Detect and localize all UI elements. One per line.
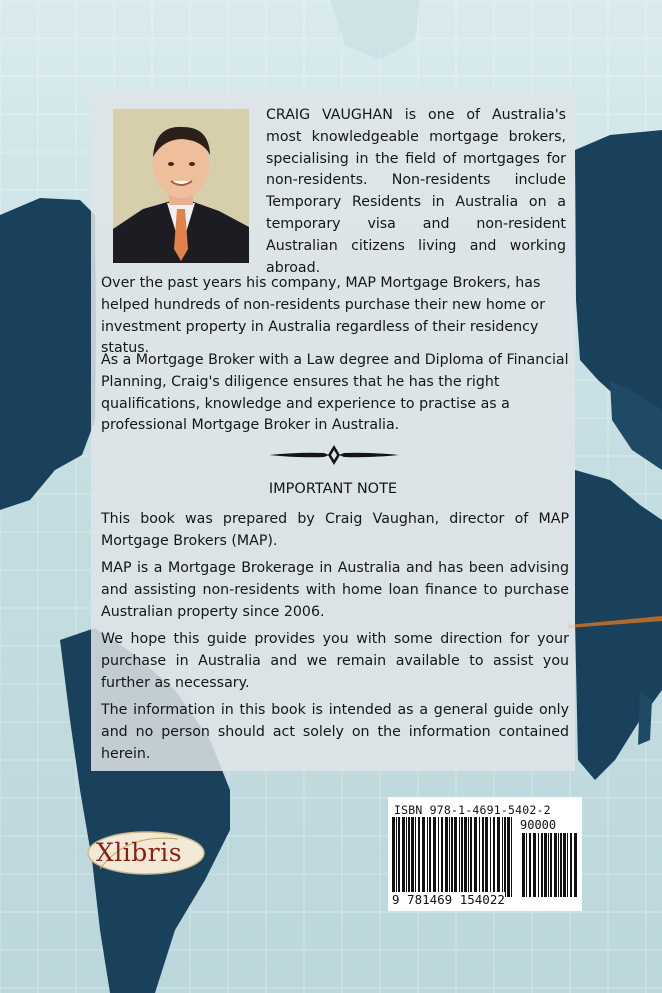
barcode-bars-main [392,817,514,897]
note-paragraph: The information in this book is intended as a general guide only and no person should act solely on the information contained herein. [101,702,569,762]
important-note-heading: IMPORTANT NOTE [268,481,398,497]
note-paragraph: MAP is a Mortgage Brokerage in Australia and has been advising and assisting non-residents with home loan finance to purchase Australian property since 2006. [101,560,569,620]
publisher-logo-text: Xlibris [96,838,183,867]
price-code: 90000 [520,818,557,832]
divider-ornament [269,443,399,467]
note-paragraph: We hope this guide provides you with some direction for your purchase in Australia and we remain available to assist you further as necessary. [101,631,569,691]
isbn-label: ISBN 978-1-4691-5402-2 [394,803,551,817]
isbn-barcode [388,797,582,911]
note-paragraph: This book was prepared by Craig Vaughan, director of MAP Mortgage Brokers (MAP). [101,511,569,549]
text-panel [91,91,575,771]
author-photo [113,109,249,263]
author-paragraph-2: Over the past years his company, MAP Mortgage Brokers, has helped hundreds of non-residents purchase their new home or investment property in Australia regardless of their residency status. [101,275,546,357]
barcode-bars-addon [522,833,578,897]
author-paragraph-3: As a Mortgage Broker with a Law degree and Diploma of Financial Planning, Craig's diligence ensures that he has the right qualifications, knowledge and experience to practise as a professional Mortgage Broker in Australia. [101,352,569,434]
isbn-digits: 9 781469 154022 [392,892,505,907]
author-intro-text: CRAIG VAUGHAN is one of Australia's most knowledgeable mortgage brokers, specialising in the field of mortgages for non-residents. Non-residents include Temporary Residents in Australia on a temporary visa and non-resident Australian citizens living and working abroad. [266,107,566,276]
